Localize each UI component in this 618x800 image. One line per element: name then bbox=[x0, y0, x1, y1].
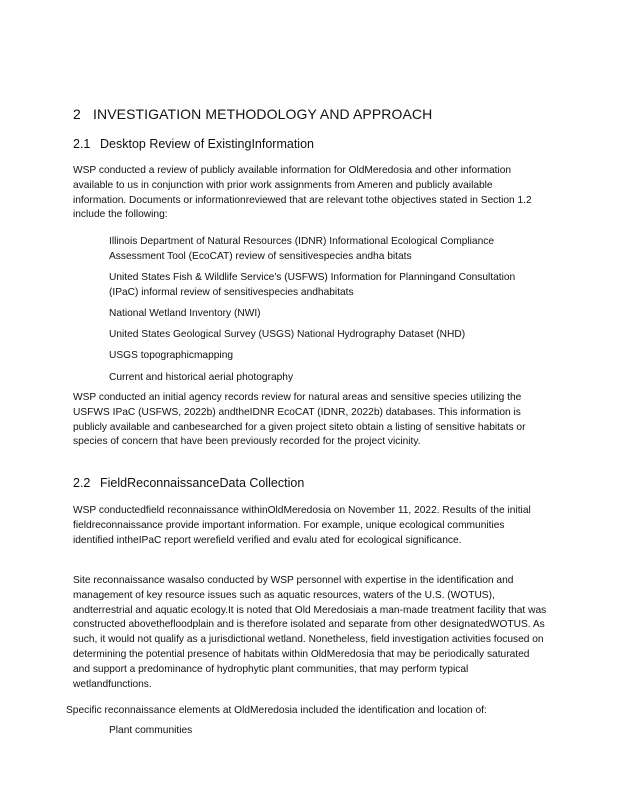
section-title: INVESTIGATION METHODOLOGY AND APPROACH bbox=[93, 106, 433, 122]
subsection-heading-desktop-review bbox=[73, 137, 314, 151]
field-recon-list bbox=[84, 724, 544, 745]
list-item: Current and historical aerial photography bbox=[109, 371, 294, 383]
desktop-review-intro: WSP conducted a review of publicly available information for OldMeredosia and other information available to us in conjunction with prior work assignments from Ameren and publicly available information. Documents or informationreviewed that are relevant tothe objectives stated in Section 1.2 include the following: bbox=[73, 165, 532, 221]
list-item: United States Geological Survey (USGS) National Hydrography Dataset (NHD) bbox=[109, 329, 466, 341]
list-item: Plant communities bbox=[109, 725, 193, 736]
field-recon-paragraph-1: WSP conductedfield reconnaissance withinOldMeredosia on November 11, 2022. Results of the initial fieldreconnaissance provide important information. For example, unique ecological communities identified intheIPaC report werefield verified and evalu ated for ecological significance. bbox=[73, 505, 531, 546]
subsection-number: 2.1 bbox=[73, 137, 91, 151]
list-item: National Wetland Inventory (NWI) bbox=[109, 307, 261, 319]
subsection-number: 2.2 bbox=[73, 476, 91, 490]
subsection-title: Desktop Review of ExistingInformation bbox=[100, 137, 314, 151]
field-recon-specific-elements: Specific reconnaissance elements at OldMeredosia included the identification and location of: bbox=[66, 705, 487, 716]
desktop-review-list bbox=[84, 235, 544, 392]
section-heading bbox=[73, 106, 432, 122]
section-number: 2 bbox=[73, 106, 81, 122]
list-item: Illinois Department of Natural Resources (IDNR) Informational Ecological Compliance Assessment Tool (EcoCAT) review of sensitivespecies andha bitats bbox=[109, 236, 495, 262]
field-recon-paragraph-2: Site reconnaissance wasalso conducted by WSP personnel with expertise in the identification and management of key resource issues such as aquatic resources, waters of the U.S. (WOTUS), andterrestrial and aquatic ecology.It is noted that Old Meredosiais a man-made treatment facility that was constructed abovethefloodplain and is therefore isolated and separate from other designatedWOTUS. As such, it would not qualify as a jurisdictional wetland. Nonetheless, field investigation activities focused on determining the potential presence of habitats within OldMeredosia that may be periodically saturated and support a predominance of hydrophytic plant communities, that may perform typical wetlandfunctions. bbox=[73, 575, 547, 690]
list-item: USGS topographicmapping bbox=[109, 350, 234, 362]
list-item: United States Fish & Wildlife Service's (USFWS) Information for Planningand Consultation (IPaC) informal review of sensitivespecies andhabitats bbox=[109, 271, 516, 298]
subsection-title: FieldReconnaissanceData Collection bbox=[100, 476, 305, 490]
subsection-heading-field-recon bbox=[73, 476, 304, 490]
desktop-review-closing: WSP conducted an initial agency records review for natural areas and sensitive species utilizing the USFWS IPaC (USFWS, 2022b) andtheIDNR EcoCAT (IDNR, 2022b) databases. This information is publicly available and canbesearched for a given project siteto obtain a listing of sensitive habitats or species of concern that have been previously recorded for the project vicinity. bbox=[73, 392, 526, 448]
